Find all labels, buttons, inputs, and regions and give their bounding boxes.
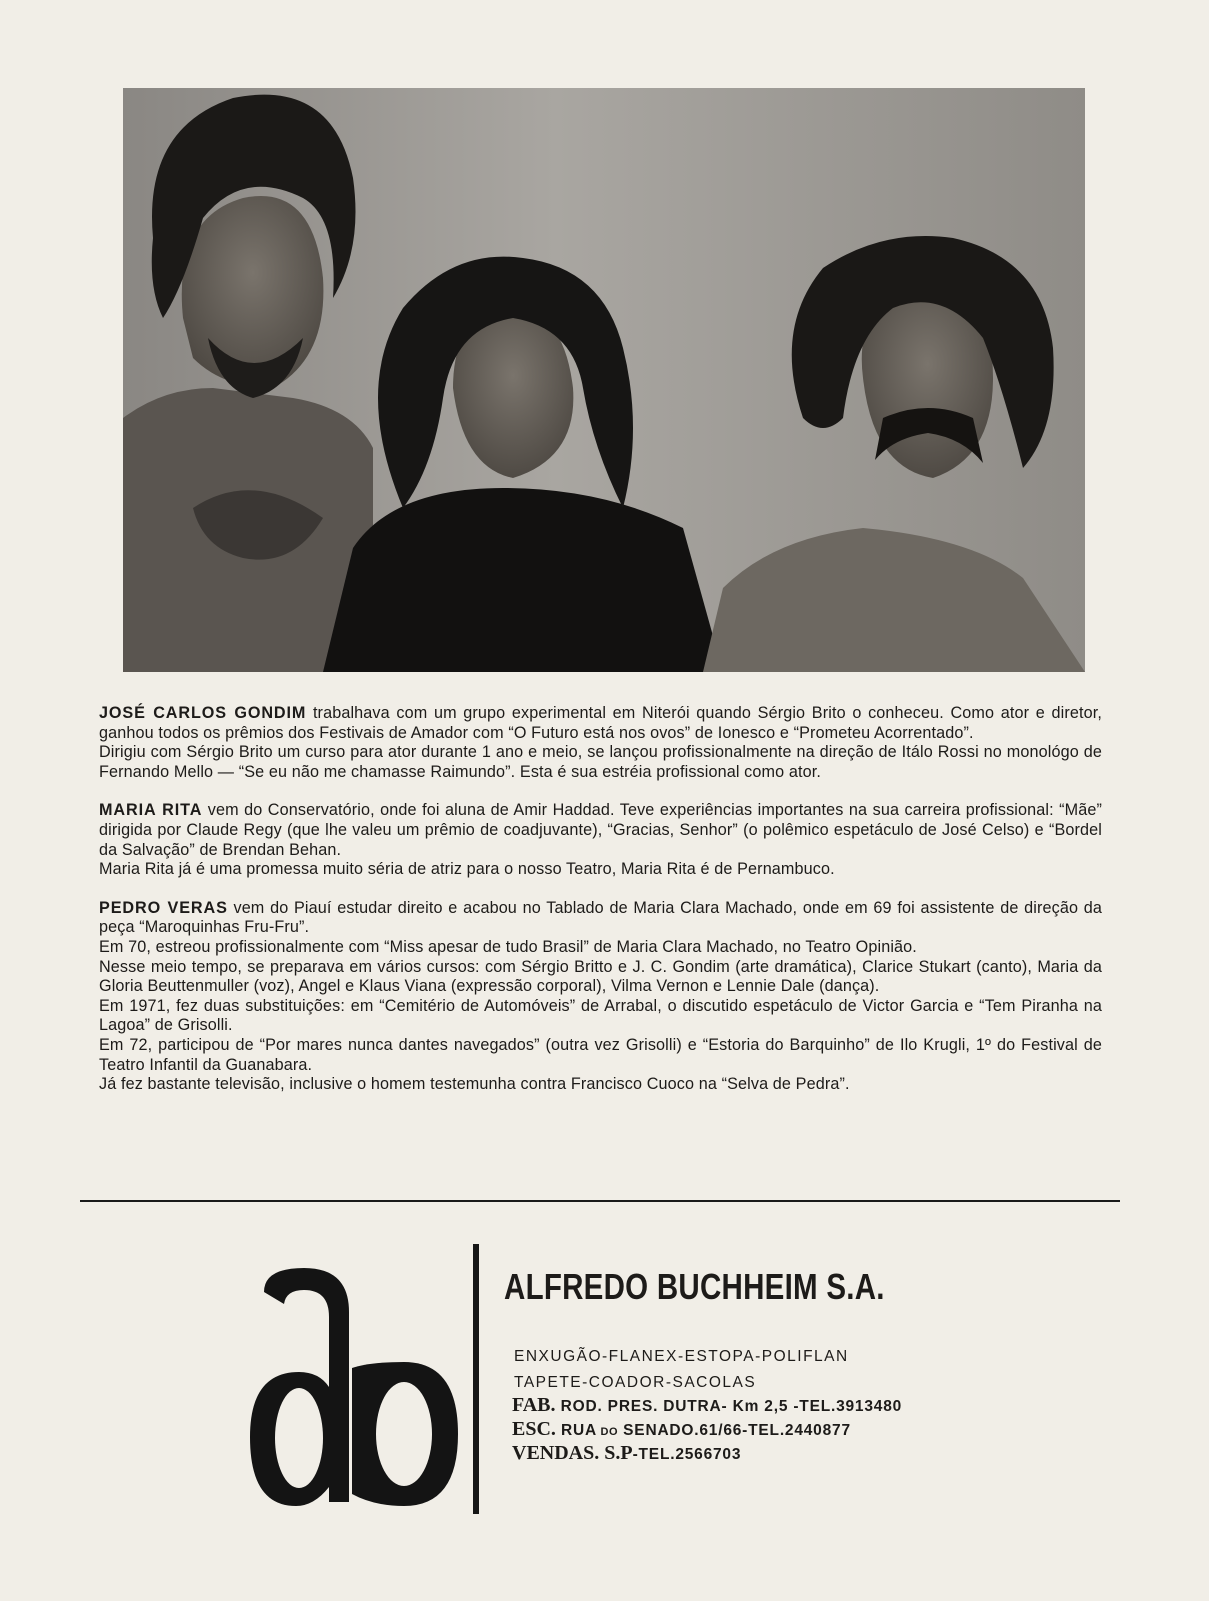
bio-text: trabalhava com um grupo experimental em Niterói quando Sérgio Brito o conheceu. Como ator e diretor, ganhou todos os prêmios dos Festivais de Amador com “O Futuro está nos ovos” de Ionesco e “Prometeu Acorrentado”. — [99, 704, 1102, 742]
bio-paragraph: Em 70, estreou profissionalmente com “Miss apesar de tudo Brasil” de Maria Clara Machado, no Teatro Opinião. — [99, 937, 917, 956]
office-address — [512, 1418, 851, 1441]
bio-paragraph: Em 1971, fez duas substituições: em “Cemitério de Automóveis” de Arrabal, o discutido espetáculo de Victor Garcia e “Tem Piranha na Lagoa” de Grisolli. — [99, 996, 1102, 1035]
company-logo — [244, 1262, 464, 1508]
company-name: ALFREDO BUCHHEIM S.A. — [504, 1266, 885, 1307]
factory-label: FAB. — [512, 1394, 556, 1416]
bio-jose-carlos-gondim — [99, 704, 1102, 782]
office-rua: RUA — [555, 1422, 597, 1439]
factory-address — [512, 1394, 902, 1417]
bio-maria-rita — [99, 801, 1102, 879]
office-do: DO — [597, 1426, 619, 1438]
bio-paragraph: Maria Rita já é uma promessa muito séria de atriz para o nosso Teatro, Maria Rita é de Pernambuco. — [99, 860, 835, 879]
sales-text: -TEL.2566703 — [632, 1446, 742, 1463]
bio-paragraph — [99, 704, 1102, 743]
sales-phone — [512, 1442, 741, 1465]
bio-paragraph: Em 72, participou de “Por mares nunca dantes navegados” (outra vez Grisolli) e “Estoria do Barquinho” de Ilo Krugli, 1º do Festival de Teatro Infantil da Guanabara. — [99, 1035, 1102, 1074]
products-line-1: ENXUGÃO-FLANEX-ESTOPA-POLIFLAN — [514, 1348, 849, 1365]
section-divider — [80, 1200, 1120, 1202]
office-label: ESC. — [512, 1418, 556, 1440]
bio-name: MARIA RITA — [99, 801, 203, 820]
bio-name: PEDRO VERAS — [99, 898, 228, 917]
office-text: SENADO.61/66-TEL.2440877 — [618, 1422, 851, 1439]
bio-paragraph — [99, 899, 1102, 938]
cast-bios — [99, 704, 1102, 1114]
bio-name: JOSÉ CARLOS GONDIM — [99, 704, 307, 722]
bio-text: vem do Conservatório, onde foi aluna de Amir Haddad. Teve experiências importantes na sua carreira profissional: “Mãe” dirigida por Claude Regy (que lhe valeu um prêmio de coadjuvante), “Gracias, Senhor” (o polêmico espetáculo de José Celso) e “Bordel da Salvação” de Brendan Behan. — [99, 801, 1102, 859]
products-line-2: TAPETE-COADOR-SACOLAS — [514, 1374, 757, 1391]
sales-label: VENDAS. S.P — [512, 1442, 633, 1464]
factory-text: ROD. PRES. DUTRA- Km 2,5 -TEL.3913480 — [555, 1398, 903, 1415]
cast-photo — [123, 88, 1085, 672]
bio-pedro-veras — [99, 899, 1102, 1095]
logo-divider — [473, 1244, 479, 1514]
bio-paragraph: Nesse meio tempo, se preparava em vários cursos: com Sérgio Britto e J. C. Gondim (arte dramática), Clarice Stukart (canto), Maria da Gloria Beuttenmuller (voz), Angel e Klaus Viana (expressão corporal), Vilma Vernon e Lennie Dale (dança). — [99, 957, 1102, 996]
bio-text: vem do Piauí estudar direito e acabou no Tablado de Maria Clara Machado, onde em 69 foi assistente de direção da peça “Maroquinhas Fru-Fru”. — [99, 898, 1102, 937]
bio-paragraph: Já fez bastante televisão, inclusive o homem testemunha contra Francisco Cuoco na “Selva de Pedra”. — [99, 1075, 850, 1094]
bio-paragraph: Dirigiu com Sérgio Brito um curso para ator durante 1 ano e meio, se lançou profissionalmente na direção de Itálo Rossi no monológo de Fernando Mello — “Se eu não me chamasse Raimundo”. Esta é sua estréia profissional como ator. — [99, 743, 1102, 781]
bio-paragraph — [99, 801, 1102, 860]
